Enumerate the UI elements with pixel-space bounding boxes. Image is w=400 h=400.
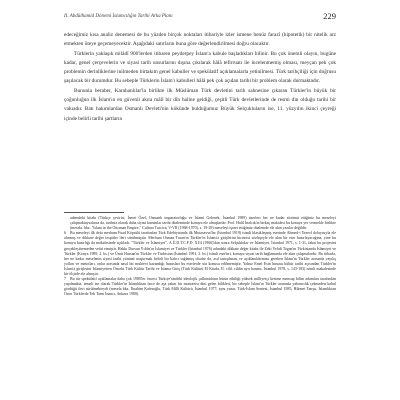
footnote-text: ademdeki kitabı (Türkçe çevirisi, İsmet Özel, Osmanlı imparatorluğu ve İslami Gelenek, İstanbul 1989) üzerleri her ne kadar sözümü ettiğiniz bu meseleyi çalışmaktaysalarsa da, tarihsiz olarak daha siyasi kurumlar tarihi düzleminde konuyu ele almışlardır. Prof. Halil İnalcık'ın birkaç makalesi bu konuya yer vermekle birlikte (mesela. bkz. "Islam in the Ottoman Empire," Cultura Turcica, V-VII (1968-1970), s. 19-29) meseleyi işaret ettiğimiz düzlemde ele alan yazılar değildir. — [70, 216, 336, 231]
paragraph: edeceğimiz kısa analiz denemesi de bu yüzden birçok noktaları itibariyle izler ismene henüz farazî (hipotetik) bir nitelik arz etmekten öteye geçemeyecektir. Aşağıdaki satırların buna göre değerlendirilmesi doğru olacaktır. — [64, 32, 336, 48]
page-number: 229 — [323, 11, 336, 21]
footnote-text: Bu tür spekülatif açıklamalar daha çok 1980'ler öncesi Türkiye'sindeki ideolojik çalkantıların bütün etkiliği yüksek milliyetçi kesime mensup bilim adamları tarafından yapılmakta, temeli ise olarak Türkler'in İslamlıktan önce de aşa yakın bir monoteist dini gelen bilikleri, bir sebeple İslam'ın Türkler arasında yabancılık çekmeden kabul gördüğü ileri sürülmekteydi (mesela bkz. İbrahim Kafesoğlu, Türk Milli Kültürü, İstanbul 1977; aynı yazar, Türk-İslam Sentezi, İstanbul 1985, Hikmet Tanyu, İslamlıktan Önce Türklerde Tek Tanrı İnancı, Ankara 1980). — [64, 277, 336, 297]
footnote — [64, 277, 336, 297]
footnote — [64, 231, 336, 277]
footnote-number: 6 — [64, 231, 66, 236]
footnote-text: Bu meseleyi ilk defa merhum Fuad Köprülü tarafından Türk Edebiyatında ilk Mutasavvıflar (İstanbul 1919) isimli klasikleşmiş eserinde Ahmed-i Yesevî dolayısıyla ele alınmış ve dikkate değer tespitler ileri sürülmüştür. Merhum Osman Turan'ın Türkler'in İslamı'a girişlerini birincisi sözleşeyle ele alan bir eser hazırlayacağına, yine bu konuyu hazırlığı da makalesinde açıkladı. "Türkler ve İslamiyet", A.Ü.D.T.C.F.D. XI/4 (1966)'dan sonra Selçuklular ve İslamiyet, İstanbul 1971, s. 1-31, fakat bu projesini gerçekleştiremeden vefat etmiştir. Hakkı Dursun Yıldız'ın İslamiyet ve Türkler (İstanbul 1976) adındaki dikkate değer kitabı ile Zeki Velidi Togan'ın Türkistanda İslamiyet ve Türkler (Konya 1989, 2. bs.) ve Ümit Hassan'ın Türkler ve Türkistan (İstanbul 1991, 2. bs.) isimli eserleri, konuyu siyasi tarih bağlamında ele alan çalışmalardır. Bu itibarla, her ne kadar meselenin siyasi tarihi yönünü araştırmak belirli bir kalıcı sağlamış olsalar da, asıl tartışılması ve açıklanıldırması gereken İslam'ın Türkler arasında yayılış yolları ve metotları, onlar arasında nasıl bir muhtevi kazandığı hususları bu eserlerde söz konusu edilmemiştir. Yalnız Emel Esin hususu kültür tarihi açısından Türkler'in İslam'a girişlerini İslamiyetten Önceki Türk Kültür Tarihi ve İslama Giriş (Türk Kültürü El Kitabı, II. cild, cildin ayrı basımı, İstanbul 1978, s. 143-183) isimli makalesinde bir ölçüde ele almıştır. — [64, 231, 336, 277]
footnote-divider — [64, 212, 124, 213]
paragraph: Türklerin yaklaşık milâdî 900'lerden itibaren peyderpey İslam'a kabule başladıkları bilinir. Bu çok önemli olayın, bugüne kadar, genel çerçevelerin ve siyasi tarih unsurlarını dışına çıkılarak hâlâ tefirruatı ile incelenmemiş olması, meyçan pek çok problemin derinliklerine inilmeden birtakım genel kabuller ve spekülatif açıklamalarla yetinilmesi. Türk tarihçiliği için doğrusu şaşılacak bir durumdur. Bu sebeple Türklerin İslam'ı kabulleri hâlâ pek çok açıdan tarihi bir problem olarak durmaktadır. — [64, 50, 336, 85]
footnotes — [64, 216, 336, 298]
page-header — [64, 13, 336, 23]
footnote — [70, 216, 336, 231]
main-text — [64, 31, 336, 124]
paragraph: Bununla beraber, Karahanlılar'la birlikte ilk Müslüman Türk devletini tarih sahnesine çıkaran Türkler'in büyük bir çoğunluğun ilk İslam'ın en güvenli akıta mâlî bir dîn haline geldiği, çeşitli Türk devletlerinde de resmi din olduğu tarihi bir vakıadır. Batı hakımlardan Osmanlı Devleti'nin kökünde bulduğumuz Büyük Selçukluların ise, 11. yüzyılın ikinci çeyreği içinde belirli tarihi şartların — [64, 87, 336, 122]
footnote-number: 7 — [64, 277, 66, 282]
running-head: II. Abdülhamid Dönemi İslamcılığın Tarihi Arka Planı — [64, 14, 173, 19]
